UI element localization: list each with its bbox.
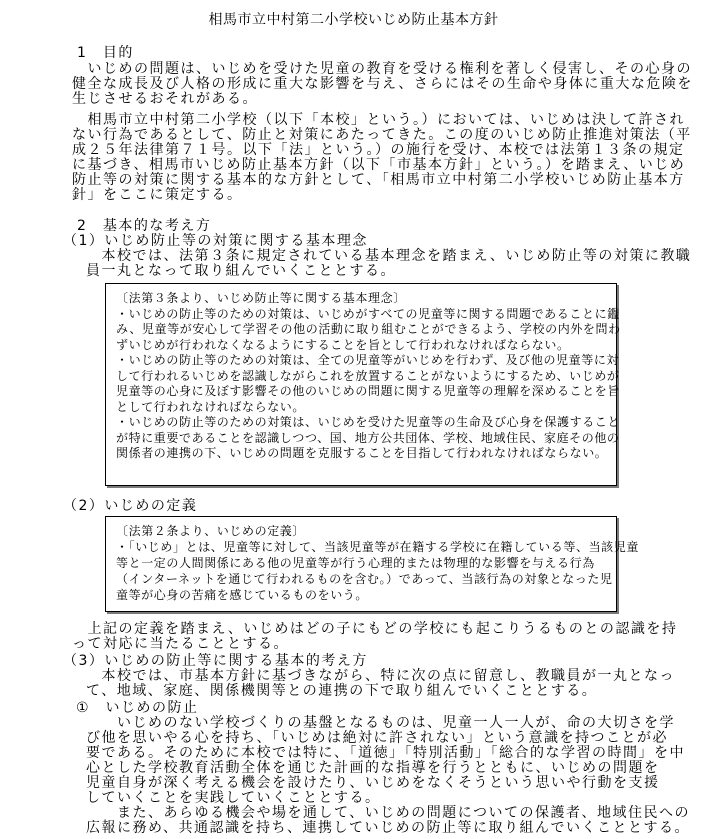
text-line: 心とした学校教育活動全体を通じた計画的な指導を行うとともに、いじめの問題を: [86, 759, 660, 776]
text-line: として行われなければならない。: [116, 399, 306, 414]
text-line: 員一丸となって取り組んでいくこととする。: [86, 263, 396, 279]
text-line: 〔法第２条より、いじめの定義〕: [116, 523, 306, 538]
text-line: ・「いじめ」とは、児童等に対して、当該児童等が在籍する学校に在籍している等、当該児童: [116, 539, 639, 554]
text-line: 針」をここに策定する。: [72, 187, 243, 203]
subsection-1-paragraph: [86, 249, 707, 279]
text-line: 防止等の対策に関する基本的な方針として、「相馬市立中村第二小学校いじめ防止基本方: [72, 172, 685, 188]
law-article-3-box-text: [116, 291, 621, 462]
text-line: 関係者の連携の下、いじめの問題を克服することを目指して行われなければならない。: [116, 446, 608, 460]
law-article-3-box: [105, 283, 621, 486]
section-1-heading: 1 目的: [77, 45, 134, 61]
text-line: また、あらゆる機会や場を通して、いじめの問題についての保護者、地域住民への: [86, 804, 690, 821]
text-line: が特に重要であることを認識しつつ、国、地方公共団体、学校、地域住民、家庭その他の: [116, 430, 620, 445]
law-article-2-box: [105, 516, 639, 612]
text-line: 広報に務め、共通認識を持ち、連携していじめの防止等に取り組んでいくこととする。: [86, 819, 690, 836]
item-1-paragraph-2: [86, 806, 707, 836]
item-1-paragraph-1: [86, 716, 707, 806]
subsection-1-heading: （1）いじめ防止等の対策に関する基本理念: [63, 233, 368, 249]
text-line: 本校では、法第３条に規定されている基本理念を踏まえ、いじめ防止等の対策に教職: [86, 248, 692, 264]
text-line: して行われるいじめを認識しながらこれを放置することがないようにするため、いじめが: [116, 368, 620, 383]
text-line: 成２５年法律第７１号。以下「法」という。）の施行を受け、本校では法第１３条の規定: [72, 142, 685, 158]
subsection-3-paragraph: [86, 669, 707, 699]
text-line: ずいじめが行われなくなるようにすることを旨として行われなければならない。: [116, 337, 570, 352]
text-line: 生じさせるおそれがある。: [72, 91, 258, 107]
text-line: 等と一定の人間関係にある他の児童等が行う心理的または物理的な影響を与える行為: [116, 555, 595, 570]
text-line: ない行為であるとして、防止と対策にあたってきた。この度のいじめ防止推進対策法（平: [72, 127, 692, 143]
text-line: 上記の定義を踏まえ、いじめはどの子にもどの学校にも起こりうるものとの認識を持: [72, 620, 678, 637]
text-line: 〔法第３条より、いじめ防止等に関する基本理念〕: [116, 291, 406, 305]
definition-follow-up-paragraph: [72, 622, 707, 652]
text-line: 要である。そのために本校では特に、「道徳」「特別活動」「総合的な学習の時間」を中: [86, 744, 685, 761]
text-line: 童等が心身の苦痛を感じているものをいう。: [116, 587, 369, 602]
text-line: み、児童等が安心して学習その他の活動に取り組むことができるよう、学校の内外を問わ: [116, 322, 621, 336]
text-line: て、地域、家庭、関係機関等との連携の下で取り組んでいくこととする。: [86, 682, 598, 699]
text-line: ・いじめの防止等のための対策は、全ての児童等がいじめを行わず、及び他の児童等に対: [116, 353, 620, 367]
section-1-paragraph-1: [72, 62, 707, 107]
item-1-heading: ① いじめの防止: [76, 699, 199, 716]
text-line: に基づき、相馬市いじめ防止基本方針（以下「市基本方針」という。）を踏まえ、いじめ: [72, 157, 686, 173]
section-1-paragraph-2: [72, 113, 707, 203]
subsection-3-heading: （3）いじめの防止等に関する基本的考え方: [63, 652, 368, 669]
text-line: 相馬市立中村第二小学校（以下「本校」という。）においては、いじめは決して許され: [72, 112, 685, 128]
text-line: いじめの問題は、いじめを受けた児童の教育を受ける権利を著しく侵害し、その心身の: [72, 61, 692, 77]
text-line: 本校では、市基本方針に基づきながら、特に次の点に留意し、教職員が一丸となっ: [86, 667, 675, 684]
text-line: び他を思いやる心を持ち、「いじめは絶対に許されない」という意識を持つことが必: [86, 729, 668, 746]
text-line: 児童自身が深く考える機会を設けたり、いじめをなくそうという思いや行動を支援: [86, 774, 660, 791]
text-line: 健全な成長及び人格の形成に重大な影響を与え、さらにはその生命や身体に重大な危険を: [72, 76, 693, 92]
text-line: ・いじめの防止等のための対策は、いじめがすべての児童等に関する問題であることに鑑: [116, 306, 620, 321]
text-line: って対応に当たることとする。: [72, 635, 289, 652]
document-title: 相馬市立中村第二小学校いじめ防止基本方針: [208, 12, 499, 28]
text-line: していくことを実践していくこととする。: [86, 789, 381, 806]
text-line: （インターネットを通じて行われるものを含む。）であって、当該行為の対象となった児: [116, 571, 613, 586]
text-line: いじめのない学校づくりの基盤となるものは、児童一人一人が、命の大切さを学: [86, 714, 675, 731]
text-line: 児童等の心身に及ぼす影響その他のいじめの問題に関する児童等の理解を深めることを旨: [116, 384, 621, 398]
text-line: ・いじめの防止等のための対策は、いじめを受けた児童等の生命及び心身を保護すること: [116, 415, 621, 429]
subsection-2-heading: （2）いじめの定義: [63, 497, 198, 514]
law-article-2-box-text: [116, 523, 639, 603]
section-2-heading: 2 基本的な考え方: [77, 218, 212, 234]
